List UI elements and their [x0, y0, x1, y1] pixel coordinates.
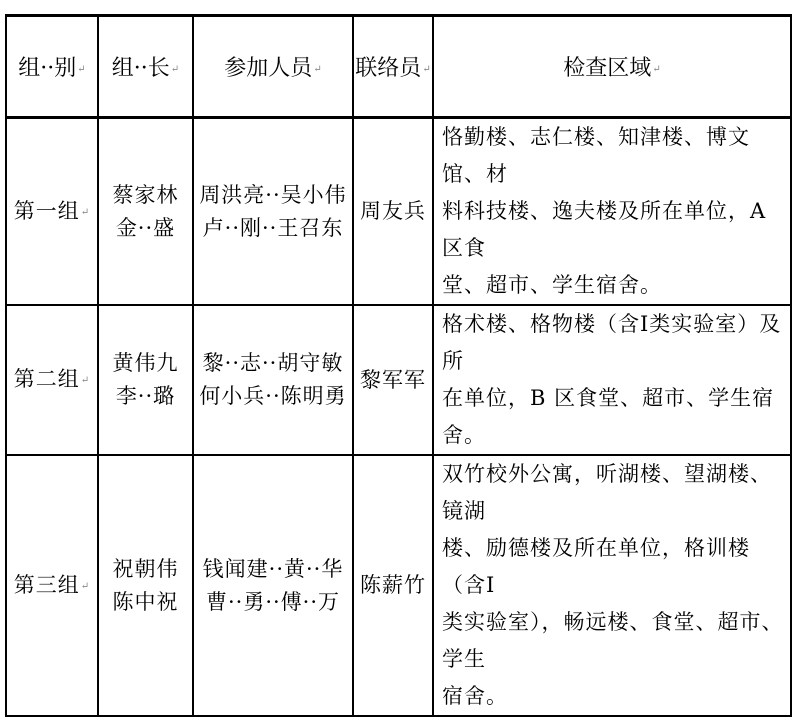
header-area-cell: [433, 16, 791, 118]
contact-cell: [353, 118, 433, 306]
members-cell: [193, 455, 353, 716]
contact-cell: [353, 455, 433, 716]
paragraph-mark-icon: ↵: [652, 63, 661, 75]
group-cell: [6, 455, 98, 716]
leader-cell: [98, 305, 193, 455]
members-line: 周洪亮··吴小伟: [199, 182, 347, 207]
contact-name: 周友兵: [360, 199, 426, 223]
group-label: 第三组: [13, 572, 80, 597]
paragraph-mark-icon: ↵: [422, 63, 431, 75]
table-row: [6, 118, 791, 306]
group-cell: [6, 305, 98, 455]
header-group-cell: [6, 16, 98, 118]
paragraph-mark-icon: ↵: [80, 206, 91, 218]
paragraph-mark-icon: ↵: [77, 63, 86, 75]
table-row: [6, 455, 791, 716]
leader-name: 李··璐: [115, 384, 176, 408]
members-cell: [193, 118, 353, 306]
area-cell: [433, 455, 791, 716]
header-group: 组··别: [18, 56, 77, 81]
header-contact: 联络员: [355, 56, 422, 81]
table-row: [6, 305, 791, 455]
area-line: 堂、超市、学生宿舍。: [442, 273, 662, 297]
header-leader: 组··长: [111, 56, 170, 81]
leader-name: 祝朝伟: [112, 556, 179, 581]
area-line: 类实验室），畅远楼、食堂、超市、学生: [442, 610, 784, 671]
members-line: 卢··刚··王召东: [202, 215, 344, 240]
area-line: 格术楼、格物楼（含Ⅰ类实验室）及所: [442, 312, 782, 373]
area-line: 料科技楼、逸夫楼及所在单位，A 区食: [442, 199, 767, 260]
leader-cell: [98, 118, 193, 306]
contact-name: 黎军军: [360, 367, 426, 392]
header-area: 检查区域: [563, 56, 652, 81]
group-cell: [6, 118, 98, 306]
members-line: 何小兵··陈明勇: [199, 384, 347, 408]
area-cell: [433, 118, 791, 306]
paragraph-mark-icon: ↵: [170, 63, 180, 75]
members-cell: [193, 305, 353, 455]
leader-cell: [98, 455, 193, 716]
header-members-cell: [193, 16, 353, 118]
members-line: 黎··志··胡守敏: [202, 351, 344, 375]
contact-name: 陈薪竹: [360, 573, 426, 597]
header-members: 参加人员: [224, 56, 313, 81]
paragraph-mark-icon: ↵: [80, 580, 91, 592]
members-line: 曹··勇··傅··万: [205, 589, 341, 614]
members-line: 钱闻建··黄··华: [202, 556, 344, 581]
leader-name: 陈中祝: [112, 589, 179, 614]
area-line: 恪勤楼、志仁楼、知津楼、博文馆、材: [442, 125, 750, 186]
inspection-table: [5, 14, 792, 717]
leader-name: 黄伟九: [112, 351, 179, 375]
header-leader-cell: [98, 16, 193, 118]
contact-cell: [353, 305, 433, 455]
paragraph-mark-icon: ↵: [313, 63, 322, 75]
area-line: 宿舍。: [442, 684, 508, 708]
paragraph-mark-icon: ↵: [80, 375, 91, 386]
header-row: [6, 16, 791, 118]
leader-name: 金··盛: [115, 215, 176, 240]
area-cell: [433, 305, 791, 455]
group-label: 第二组: [13, 367, 80, 391]
header-contact-cell: [353, 16, 433, 118]
area-line: 楼、励德楼及所在单位，格训楼（含Ⅰ: [442, 536, 750, 597]
area-line: 双竹校外公寓，听湖楼、望湖楼、镜湖: [442, 462, 772, 523]
leader-name: 蔡家林: [112, 182, 179, 207]
area-line: 在单位，B 区食堂、超市、学生宿舍。: [442, 386, 775, 447]
group-label: 第一组: [13, 198, 80, 223]
